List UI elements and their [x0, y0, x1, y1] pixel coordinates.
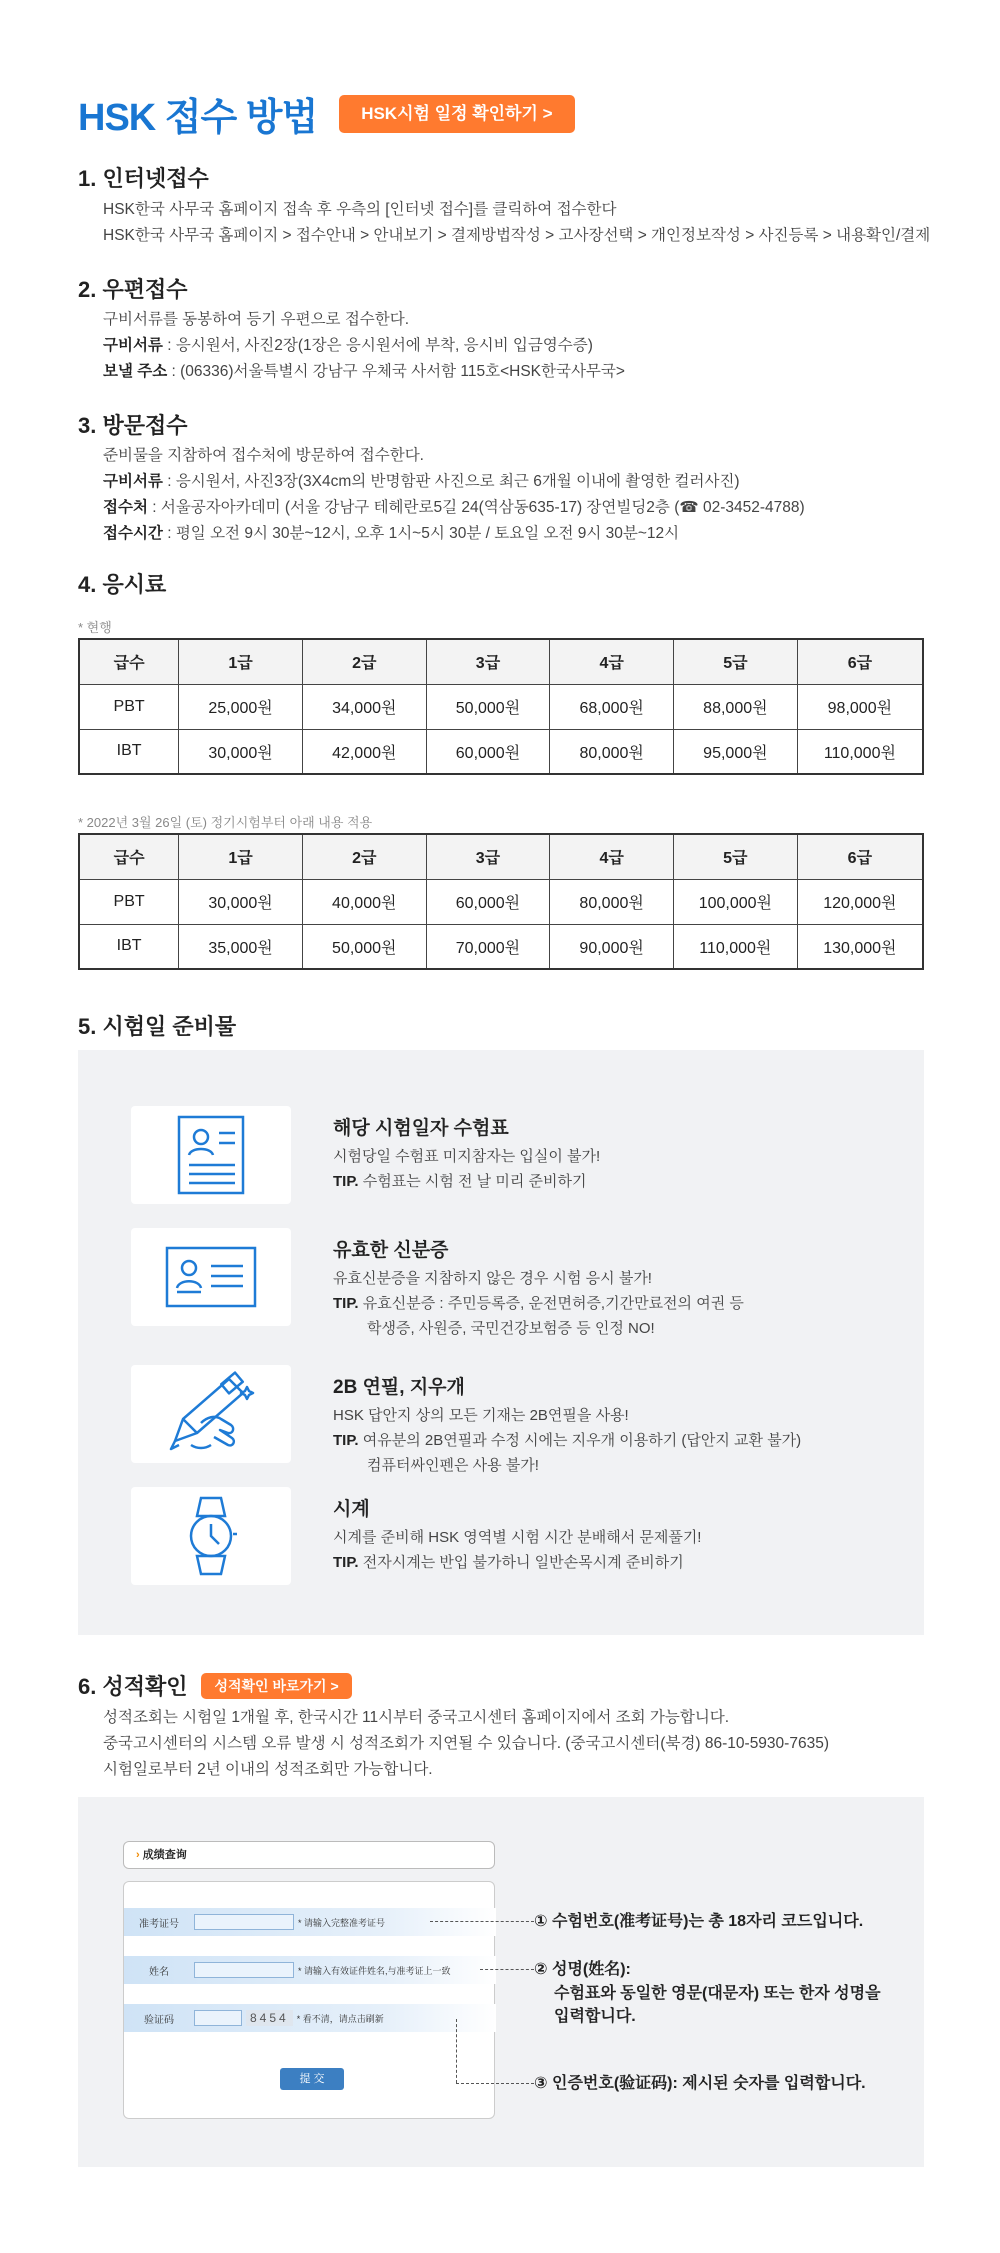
score-form — [123, 1881, 495, 2119]
prep-item-1-body — [333, 1144, 600, 1194]
captcha-hint: * 看不清，请点击刷新 — [296, 2013, 384, 2024]
fee-cell: PBT — [79, 684, 179, 729]
id-card-icon — [163, 1244, 259, 1310]
fee-cell: 34,000원 — [302, 684, 426, 729]
submit-button[interactable]: 提 交 — [280, 2068, 344, 2090]
exam-number-input[interactable] — [194, 1914, 294, 1930]
fee-cell: 60,000원 — [426, 729, 550, 774]
section-heading-mail: 2. 우편접수 — [78, 277, 188, 302]
fee-cell: 130,000원 — [797, 924, 923, 969]
fee-cell: 42,000원 — [302, 729, 426, 774]
fee-cell: 50,000원 — [426, 684, 550, 729]
fee-header-cell: 4급 — [550, 834, 674, 879]
pencil-card — [131, 1365, 291, 1463]
fee-cell: 68,000원 — [550, 684, 674, 729]
document-icon — [171, 1113, 251, 1197]
prep-item-4-title: 시계 — [333, 1499, 370, 1520]
fee-header-cell: 6급 — [797, 639, 923, 684]
tip-text: 전자시계는 반입 불가하니 일반손목시계 준비하기 — [358, 1554, 684, 1571]
fee-cell: 70,000원 — [426, 924, 550, 969]
prep-item-1-line: 시험당일 수험표 미지참자는 입실이 불가! — [333, 1148, 601, 1165]
fee-header-cell: 3급 — [426, 639, 550, 684]
callout-line-3b — [456, 2083, 534, 2084]
score-line-2: 중국고시센터의 시스템 오류 발생 시 성적조회가 지연될 수 있습니다. (중국고시센터(북경) 86-10-5930-7635) — [103, 1735, 829, 1752]
captcha-image[interactable]: 8454 — [246, 2010, 293, 2026]
fee-cell: 60,000원 — [426, 879, 550, 924]
visit-time-label: 접수시간 — [103, 525, 163, 542]
captcha-input[interactable] — [194, 2010, 242, 2026]
hsk-schedule-button[interactable]: HSK시험 일정 확인하기 > — [339, 95, 574, 133]
fee-table-current — [78, 638, 924, 775]
callout-captcha: ③ 인증번호(验证码): 제시된 숫자를 입력합니다. — [534, 2075, 866, 2092]
fee-header-row — [79, 639, 923, 684]
callout-line-1 — [430, 1921, 534, 1922]
fee-header-cell: 3급 — [426, 834, 550, 879]
watch-icon — [181, 1494, 241, 1578]
fee-table-new — [78, 833, 924, 970]
fee-cell: 95,000원 — [674, 729, 798, 774]
visit-place-label: 접수처 — [103, 499, 148, 516]
callout-name: ② 성명(姓名): — [534, 1961, 631, 1978]
fee-note-new: * 2022년 3월 26일 (토) 정기시험부터 아래 내용 적용 — [78, 815, 373, 830]
fee-cell: 30,000원 — [179, 729, 303, 774]
fee-cell: 35,000원 — [179, 924, 303, 969]
prep-item-3-title: 2B 연필, 지우개 — [333, 1377, 465, 1398]
fee-cell: 110,000원 — [673, 924, 797, 969]
section-heading-internet: 1. 인터넷접수 — [78, 166, 209, 191]
fee-header-cell: 급수 — [79, 834, 179, 879]
visit-place-value: : 서울공자아카데미 (서울 강남구 테헤란로5길 24(역삼동635-17) 장연빌딩2층 (☎ 02-3452-4788) — [147, 499, 805, 516]
exam-number-hint: * 请输入完整准考证号 — [298, 1917, 386, 1928]
chevron-right-icon: › — [136, 1849, 140, 1861]
page-title: HSK 접수 방법 — [78, 97, 318, 139]
tip-text: 유효신분증 : 주민등록증, 운전면허증,기간만료전의 여권 등 — [358, 1295, 744, 1312]
tip-label: TIP. — [333, 1295, 359, 1312]
prep-item-3-tip — [333, 1428, 801, 1453]
fee-note-current: * 현행 — [78, 620, 112, 635]
visit-docs-label: 구비서류 — [103, 473, 163, 490]
fee-cell: 98,000원 — [797, 684, 923, 729]
tip-label: TIP. — [333, 1432, 359, 1449]
mail-line-1: 구비서류를 동봉하여 등기 우편으로 접수한다. — [103, 311, 410, 328]
fee-header-cell: 6급 — [797, 834, 923, 879]
form-row-captcha — [124, 2004, 496, 2032]
prep-item-2-tip — [333, 1291, 744, 1316]
score-line-1: 성적조회는 시험일 1개월 후, 한국시간 11시부터 중국고시센터 홈페이지에서 조회 가능합니다. — [103, 1709, 730, 1726]
prep-item-2-body — [333, 1266, 744, 1341]
mail-address — [103, 359, 625, 385]
title-row — [78, 86, 575, 141]
fee-row — [79, 924, 923, 969]
score-line-3: 시험일로부터 2년 이내의 성적조회만 가능합니다. — [103, 1761, 433, 1778]
fee-header-cell: 급수 — [79, 639, 179, 684]
score-check-button[interactable]: 성적확인 바로가기 > — [201, 1673, 351, 1699]
pencil-eraser-icon — [161, 1371, 261, 1457]
fee-cell: 90,000원 — [550, 924, 674, 969]
fee-row — [79, 684, 923, 729]
fee-header-cell: 2급 — [302, 834, 426, 879]
prep-item-3-tip-cont: 컴퓨터싸인펜은 사용 불가! — [367, 1457, 539, 1474]
id-card-card — [131, 1228, 291, 1326]
name-hint: * 请输入有效证件姓名,与准考证上一致 — [298, 1965, 451, 1976]
fee-cell: 100,000원 — [673, 879, 797, 924]
fee-cell: 110,000원 — [797, 729, 923, 774]
admission-ticket-card — [131, 1106, 291, 1204]
tip-label: TIP. — [333, 1554, 359, 1571]
prep-item-1-tip — [333, 1169, 600, 1194]
callout-name-detail-1: 수험표와 동일한 영문(대문자) 또는 한자 성명을 — [554, 1985, 881, 2002]
visit-line-1: 준비물을 지참하여 접수처에 방문하여 접수한다. — [103, 447, 424, 464]
prep-item-4-tip — [333, 1550, 701, 1575]
fee-header-cell: 2급 — [302, 639, 426, 684]
callout-line-3a — [456, 2019, 457, 2083]
score-form-tab-label: 成绩查询 — [142, 1849, 187, 1861]
mail-docs-label: 구비서류 — [103, 337, 163, 354]
visit-place — [103, 495, 805, 521]
fee-cell: IBT — [79, 729, 179, 774]
fee-row — [79, 729, 923, 774]
fee-cell: 88,000원 — [674, 684, 798, 729]
prep-item-2-title: 유효한 신분증 — [333, 1240, 449, 1261]
mail-address-value: : (06336)서울특별시 강남구 우체국 사서함 115호<HSK한국사무국> — [167, 363, 625, 380]
tip-text: 여유분의 2B연필과 수정 시에는 지우개 이용하기 (답안지 교환 불가) — [358, 1432, 802, 1449]
fee-cell: IBT — [79, 924, 179, 969]
section-heading-prep: 5. 시험일 준비물 — [78, 1014, 237, 1039]
fee-cell: 30,000원 — [179, 879, 303, 924]
fee-header-cell: 1급 — [179, 639, 303, 684]
tip-text: 수험표는 시험 전 날 미리 준비하기 — [358, 1173, 587, 1190]
tip-label: TIP. — [333, 1173, 359, 1190]
callout-name-detail-2: 입력합니다. — [554, 2008, 636, 2025]
mail-docs — [103, 333, 593, 359]
watch-card — [131, 1487, 291, 1585]
visit-docs — [103, 469, 740, 495]
score-heading-row — [78, 1670, 352, 1701]
fee-header-cell: 5급 — [673, 834, 797, 879]
fee-cell: 80,000원 — [550, 729, 674, 774]
prep-item-3-body — [333, 1403, 801, 1478]
form-row-name — [124, 1956, 496, 1984]
section-heading-fee: 4. 응시료 — [78, 572, 167, 597]
mail-docs-value: : 응시원서, 사진2장(1장은 응시원서에 부착, 응시비 입금영수증) — [162, 337, 593, 354]
fee-row — [79, 879, 923, 924]
form-row-exam-number — [124, 1908, 496, 1936]
internet-line-2: HSK한국 사무국 홈페이지 > 접수안내 > 안내보기 > 결제방법작성 > 고사장선택 > 개인정보작성 > 사진등록 > 내용확인/결제 — [103, 227, 931, 244]
visit-time — [103, 521, 679, 547]
mail-address-label: 보낼 주소 — [103, 363, 168, 380]
fee-header-cell: 1급 — [179, 834, 303, 879]
prep-item-4-line: 시계를 준비해 HSK 영역별 시험 시간 분배해서 문제풀기! — [333, 1529, 702, 1546]
captcha-label: 验证码 — [144, 2014, 174, 2026]
prep-items-box — [78, 1050, 924, 1635]
exam-number-label: 准考证号 — [139, 1918, 179, 1930]
name-label: 姓名 — [149, 1966, 169, 1978]
visit-time-value: : 평일 오전 9시 30분~12시, 오후 1시~5시 30분 / 토요일 오전 9시 30분~12시 — [162, 525, 680, 542]
name-input[interactable] — [194, 1962, 294, 1978]
section-heading-score: 6. 성적확인 — [78, 1674, 188, 1699]
prep-item-1-title: 해당 시험일자 수험표 — [333, 1118, 509, 1139]
score-form-box — [78, 1797, 924, 2167]
fee-cell: 40,000원 — [302, 879, 426, 924]
prep-item-3-line: HSK 답안지 상의 모든 기재는 2B연필을 사용! — [333, 1407, 629, 1424]
callout-line-2 — [480, 1969, 534, 1970]
score-form-tab — [123, 1841, 495, 1869]
fee-header-row — [79, 834, 923, 879]
section-heading-visit: 3. 방문접수 — [78, 413, 188, 438]
visit-docs-value: : 응시원서, 사진3장(3X4cm의 반명함판 사진으로 최근 6개월 이내에 촬영한 컬러사진) — [162, 473, 740, 490]
internet-line-1: HSK한국 사무국 홈페이지 접속 후 우측의 [인터넷 접수]를 클릭하여 접수한다 — [103, 201, 617, 218]
callout-exam-number: ① 수험번호(准考证号)는 총 18자리 코드입니다. — [534, 1913, 864, 1930]
fee-cell: 25,000원 — [179, 684, 303, 729]
fee-header-cell: 5급 — [674, 639, 798, 684]
fee-cell: PBT — [79, 879, 179, 924]
fee-cell: 120,000원 — [797, 879, 923, 924]
prep-item-4-body — [333, 1525, 701, 1575]
fee-cell: 50,000원 — [302, 924, 426, 969]
fee-cell: 80,000원 — [550, 879, 674, 924]
prep-item-2-line: 유효신분증을 지참하지 않은 경우 시험 응시 불가! — [333, 1270, 652, 1287]
fee-header-cell: 4급 — [550, 639, 674, 684]
prep-item-2-tip-cont: 학생증, 사원증, 국민건강보험증 등 인정 NO! — [367, 1320, 655, 1337]
